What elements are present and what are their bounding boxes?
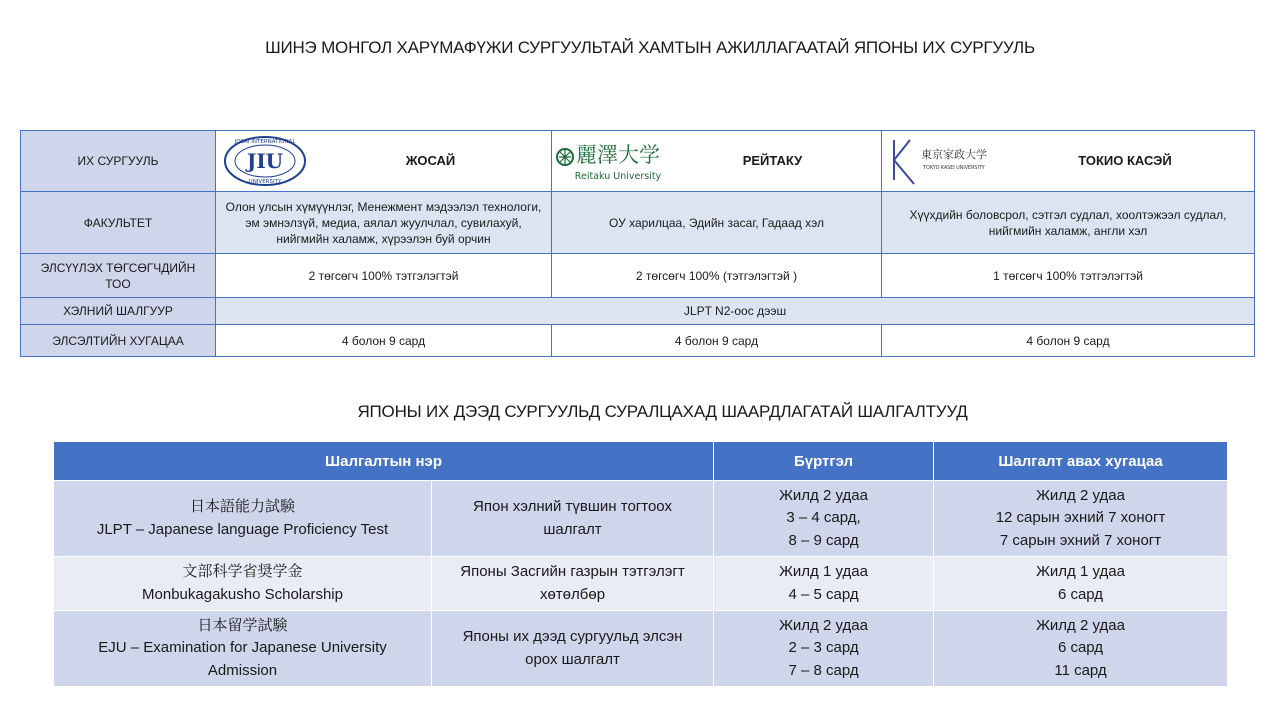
exam-desc-line: шалгалт: [543, 520, 602, 538]
exam-period-line: 11 сард: [1054, 661, 1107, 679]
exam-period-monbukagakusho: [934, 557, 1228, 611]
exam-name-eju: [54, 611, 432, 687]
exam-table: [53, 441, 1228, 687]
svg-text:東京家政大学: 東京家政大学: [921, 148, 987, 161]
exam-registration-monbukagakusho: [714, 557, 934, 611]
exam-period-line: Жилд 1 удаа: [1036, 563, 1125, 580]
exam-reg-line: 2 – 3 сард: [788, 639, 859, 657]
exam-desc-eju: [432, 611, 714, 687]
row-label-faculty: ФАКУЛЬТЕТ: [21, 192, 216, 254]
row-label-scholarship: [21, 254, 216, 298]
exam-period-line: Жилд 2 удаа: [1036, 486, 1125, 504]
row-label-scholarship-line1: ЭЛСҮҮЛЭХ ТӨГСӨГЧДИЙН: [40, 260, 196, 275]
exam-desc-line: хөтөлбөр: [539, 585, 606, 603]
faculty-reitaku: ОУ харилцаа, Эдийн засаг, Гадаад хэл: [552, 192, 882, 254]
period-josai: 4 болон 9 сард: [216, 325, 552, 357]
exam-row-monbukagakusho: [54, 557, 1228, 611]
exam-reg-line: Жилд 2 удаа: [779, 616, 868, 634]
exam-desc-jlpt: [432, 481, 714, 557]
exam-header-row: [54, 442, 1228, 481]
exam-name-jp: 日本語能力試験: [189, 498, 295, 515]
university-reitaku: [552, 131, 882, 192]
exam-desc-line: орох шалгалт: [525, 650, 620, 668]
exam-desc-line: Японы Засгийн газрын тэтгэлэгт: [460, 563, 685, 580]
exam-name-jp: 日本留学試験: [197, 616, 288, 634]
exam-reg-line: 8 – 9 сард: [788, 531, 859, 549]
university-name-josai: ЖОСАЙ: [405, 153, 456, 168]
exam-name-en: EJU – Examination for Japanese University: [98, 639, 387, 657]
exam-header-name: Шалгалтын нэр: [54, 442, 714, 481]
university-name-tokyo-kasei: ТОКИО КАСЭЙ: [1078, 153, 1172, 168]
slide-title: ШИНЭ МОНГОЛ ХАРҮМАФҮЖИ СУРГУУЛЬТАЙ ХАМТЫН АЖИЛЛАГААТАЙ ЯПОНЫ ИХ СУРГУУЛЬ: [265, 38, 1035, 57]
exam-name-jp: 文部科学省奨学金: [182, 563, 303, 580]
exam-period-line: 12 сарын эхний 7 хоногт: [995, 509, 1166, 527]
exam-period-line: 6 сард: [1057, 639, 1104, 657]
reitaku-logo-icon: [554, 135, 666, 187]
exam-reg-line: 4 – 5 сард: [788, 585, 859, 603]
university-tokyo-kasei: [882, 131, 1255, 192]
period-row: [21, 325, 1255, 357]
exam-name-jlpt: [54, 481, 432, 557]
period-reitaku: 4 болон 9 сард: [552, 325, 882, 357]
svg-text:TOKYO KASEI UNIVERSITY: TOKYO KASEI UNIVERSITY: [923, 166, 985, 171]
exam-period-jlpt: [934, 481, 1228, 557]
scholarship-reitaku: 2 төгсөгч 100% (тэтгэлэгтэй ): [552, 254, 882, 298]
svg-text:JOSAI INTERNATIONAL: JOSAI INTERNATIONAL: [234, 139, 296, 145]
exam-period-line: Жилд 2 удаа: [1036, 616, 1125, 634]
exam-registration-jlpt: [714, 481, 934, 557]
tokyo-kasei-logo-icon: [884, 134, 998, 188]
scholarship-josai: 2 төгсөгч 100% тэтгэлэгтэй: [216, 254, 552, 298]
exam-reg-line: 3 – 4 сард,: [786, 509, 861, 527]
josai-logo-icon: [218, 134, 312, 188]
university-name-reitaku: РЕЙТАКУ: [742, 153, 803, 168]
exam-header-period: Шалгалт авах хугацаа: [934, 442, 1228, 481]
exam-row-eju: [54, 611, 1228, 687]
scholarship-row: [21, 254, 1255, 298]
faculty-tokyo-kasei: Хүүхдийн боловсрол, сэтгэл судлал, хоолтэжээл судлал, нийгмийн халамж, англи хэл: [882, 192, 1255, 254]
svg-text:Reitaku University: Reitaku University: [574, 171, 662, 182]
row-label-language: ХЭЛНИЙ ШАЛГУУР: [21, 298, 216, 325]
exam-reg-line: Жилд 1 удаа: [779, 563, 868, 580]
exam-registration-eju: [714, 611, 934, 687]
exam-desc-monbukagakusho: [432, 557, 714, 611]
exam-name-en: JLPT – Japanese language Proficiency Test: [96, 520, 389, 538]
university-table: [20, 130, 1255, 357]
exam-header-registration: Бүртгэл: [714, 442, 934, 481]
row-label-scholarship-line2: ТОО: [105, 276, 131, 291]
exam-name-en: Admission: [207, 661, 278, 679]
university-row: [21, 131, 1255, 192]
exam-period-line: 7 сарын эхний 7 хоногт: [999, 531, 1162, 549]
row-label-university: ИХ СУРГУУЛЬ: [21, 131, 216, 192]
svg-text:JIU: JIU: [246, 149, 284, 173]
svg-text:麗澤大学: 麗澤大学: [576, 143, 660, 167]
exam-name-en: Monbukagakusho Scholarship: [142, 585, 343, 603]
faculty-row: [21, 192, 1255, 254]
row-label-period: ЭЛСЭЛТИЙН ХУГАЦАА: [21, 325, 216, 357]
exams-title: ЯПОНЫ ИХ ДЭЭД СУРГУУЛЬД СУРАЛЦАХАД ШААРДЛАГАТАЙ ШАЛГАЛТУУД: [357, 402, 968, 421]
university-josai: [216, 131, 552, 192]
exam-desc-line: Японы их дээд сургуульд элсэн: [462, 628, 683, 645]
faculty-josai: Олон улсын хүмүүнлэг, Менежмент мэдээлэл технологи, эм эмнэлзүй, медиа, аялал жуулчлал, сувилахуй, нийгмийн халамж, хүрээлэн буй орчин: [216, 192, 552, 254]
exam-name-monbukagakusho: [54, 557, 432, 611]
exam-period-eju: [934, 611, 1228, 687]
period-tokyo-kasei: 4 болон 9 сард: [882, 325, 1255, 357]
language-row: [21, 298, 1255, 325]
exam-row-jlpt: [54, 481, 1228, 557]
exam-desc-line: Япон хэлний түвшин тогтоох: [473, 498, 672, 515]
scholarship-tokyo-kasei: 1 төгсөгч 100% тэтгэлэгтэй: [882, 254, 1255, 298]
svg-text:UNIVERSITY: UNIVERSITY: [248, 179, 282, 185]
exam-reg-line: Жилд 2 удаа: [779, 486, 868, 504]
exam-period-line: 6 сард: [1057, 585, 1104, 603]
exam-reg-line: 7 – 8 сард: [788, 661, 859, 679]
language-requirement: JLPT N2-оос дээш: [216, 298, 1255, 325]
